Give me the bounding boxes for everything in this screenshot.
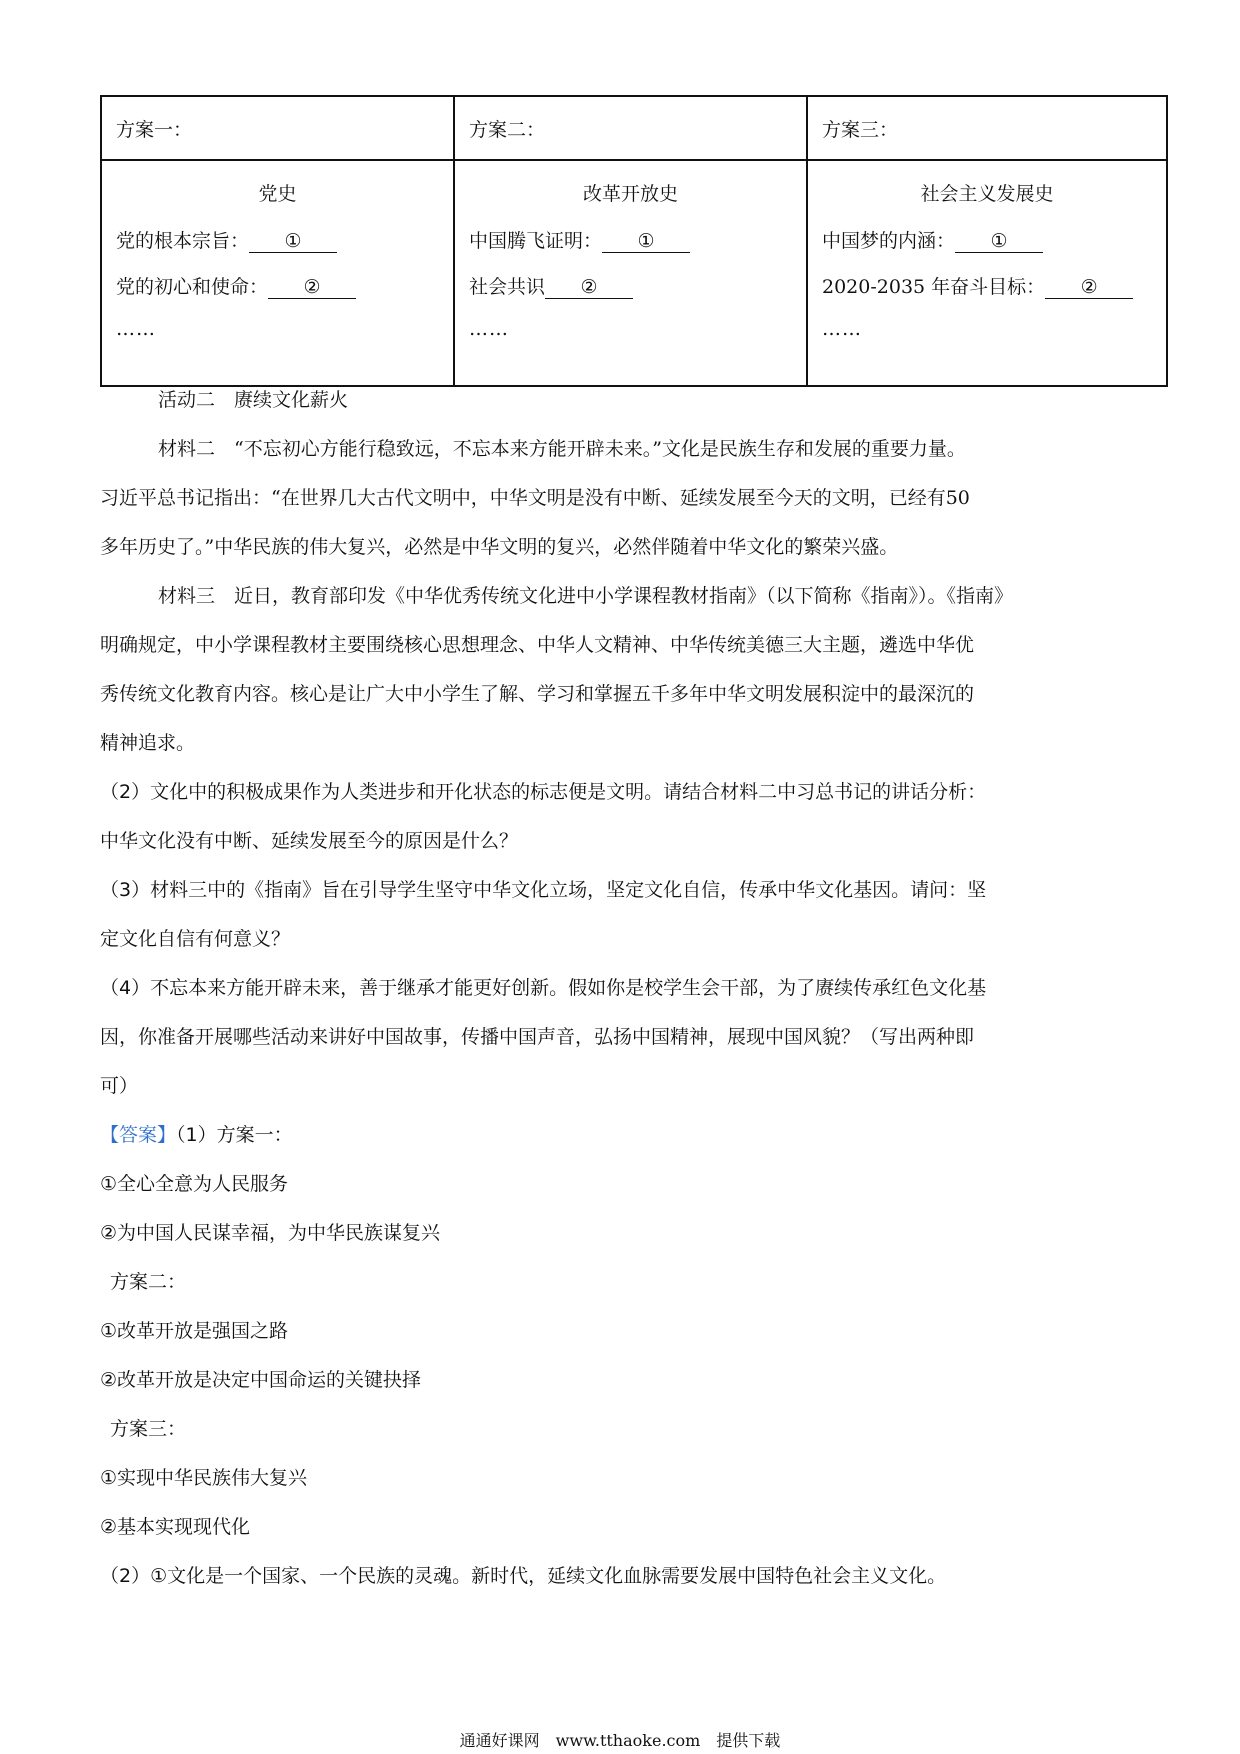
plan1-row1	[116, 226, 453, 253]
plan3-cell	[807, 160, 1167, 386]
material2-line: 多年历史了。”中华民族的伟大复兴，必然是中华文明的复兴，必然伴随着中华文化的繁荣兴盛。	[100, 536, 899, 558]
answer-part1-label: （1）方案一：	[176, 1124, 293, 1146]
plan1-title: 党史	[258, 183, 297, 205]
plan1-cell	[101, 160, 454, 386]
material2-line: 习近平总书记指出：“在世界几大古代文明中，中华文明是没有中断、延续发展至今天的文明，已经有50	[100, 487, 970, 509]
answer-plan2-label: 方案二：	[110, 1271, 187, 1293]
material3-line: 精神追求。	[100, 732, 196, 754]
questions-section	[100, 768, 1140, 1601]
plan2-blank1: ①	[602, 231, 690, 253]
plan3-title: 社会主义发展史	[920, 183, 1054, 205]
plan3-ellipsis: ……	[822, 318, 862, 340]
plans-body-row	[101, 160, 1167, 386]
answer-plan2-item: ②改革开放是决定中国命运的关键抉择	[100, 1369, 422, 1391]
plan2-row2-label: 社会共识	[469, 276, 546, 298]
plan2-title: 改革开放史	[582, 183, 678, 205]
material3-line: 材料三 近日，教育部印发《中华优秀传统文化进中小学课程教材指南》（以下简称《指南》）。《指南》	[158, 585, 1014, 607]
question-4-line: （4）不忘本来方能开辟未来，善于继承才能更好创新。假如你是校学生会干部，为了赓续传承红色文化基	[100, 977, 987, 999]
plan2-header: 方案二：	[454, 96, 807, 160]
plan1-blank2: ②	[268, 277, 356, 299]
question-3-line: 定文化自信有何意义？	[100, 928, 291, 950]
plan2-row2	[469, 272, 806, 299]
question-2-line: （2）文化中的积极成果作为人类进步和开化状态的标志便是文明。请结合材料二中习总书记的讲话分析：	[100, 781, 987, 803]
activity2-heading: 活动二 赓续文化薪火	[158, 389, 349, 411]
plan1-row2-label: 党的初心和使命：	[116, 276, 269, 298]
plans-header-row	[101, 96, 1167, 160]
answer-plan3-item: ②基本实现现代化	[100, 1516, 251, 1538]
page-footer: 通通好课网 www.tthaoke.com 提供下载	[459, 1731, 781, 1750]
question-4-line: 因，你准备开展哪些活动来讲好中国故事，传播中国声音，弘扬中国精神，展现中国风貌？（写出两种即	[100, 1026, 975, 1048]
material3-line: 明确规定，中小学课程教材主要围绕核心思想理念、中华人文精神、中华传统美德三大主题，遴选中华优	[100, 634, 975, 656]
answer-plan2-item: ①改革开放是强国之路	[100, 1320, 289, 1342]
answer-plan3-label: 方案三：	[110, 1418, 187, 1440]
answer-tag: 【答案】	[100, 1124, 177, 1146]
plan2-ellipsis: ……	[469, 318, 509, 340]
question-4-line: 可）	[100, 1075, 139, 1097]
answer-part2-line: （2）①文化是一个国家、一个民族的灵魂。新时代，延续文化血脉需要发展中国特色社会主义文化。	[100, 1565, 947, 1587]
plan3-row1	[822, 226, 1166, 253]
answer-first-line	[100, 1111, 1140, 1160]
question-2-line: 中华文化没有中断、延续发展至今的原因是什么？	[100, 830, 519, 852]
answer-plan1-item: ②为中国人民谋幸福，为中华民族谋复兴	[100, 1222, 441, 1244]
plan2-blank2: ②	[545, 277, 633, 299]
answer-plan1-item: ①全心全意为人民服务	[100, 1173, 289, 1195]
material3-line: 秀传统文化教育内容。核心是让广大中小学生了解、学习和掌握五千多年中华文明发展积淀中的最深沉的	[100, 683, 975, 705]
plan3-header: 方案三：	[807, 96, 1167, 160]
plan2-row1	[469, 226, 806, 253]
activity2-section	[100, 376, 1140, 768]
answer-plan3-item: ①实现中华民族伟大复兴	[100, 1467, 308, 1489]
plans-table	[100, 95, 1168, 387]
plan1-blank1: ①	[249, 231, 337, 253]
material2-line: 材料二 “不忘初心方能行稳致远，不忘本来方能开辟未来。”文化是民族生存和发展的重要力量。	[158, 438, 966, 460]
plan3-row1-label: 中国梦的内涵：	[822, 230, 956, 252]
plan3-blank2: ②	[1045, 277, 1133, 299]
plan2-cell	[454, 160, 807, 386]
plan2-row1-label: 中国腾飞证明：	[469, 230, 603, 252]
plan3-row2	[822, 272, 1166, 299]
plan3-row2-label: 2020-2035 年奋斗目标：	[822, 276, 1046, 298]
plan1-ellipsis: ……	[116, 318, 156, 340]
plan3-blank1: ①	[955, 231, 1043, 253]
question-3-line: （3）材料三中的《指南》旨在引导学生坚守中华文化立场，坚定文化自信，传承中华文化基因。请问：坚	[100, 879, 987, 901]
plan1-row2	[116, 272, 453, 299]
plan1-row1-label: 党的根本宗旨：	[116, 230, 250, 252]
plan1-header: 方案一：	[101, 96, 454, 160]
